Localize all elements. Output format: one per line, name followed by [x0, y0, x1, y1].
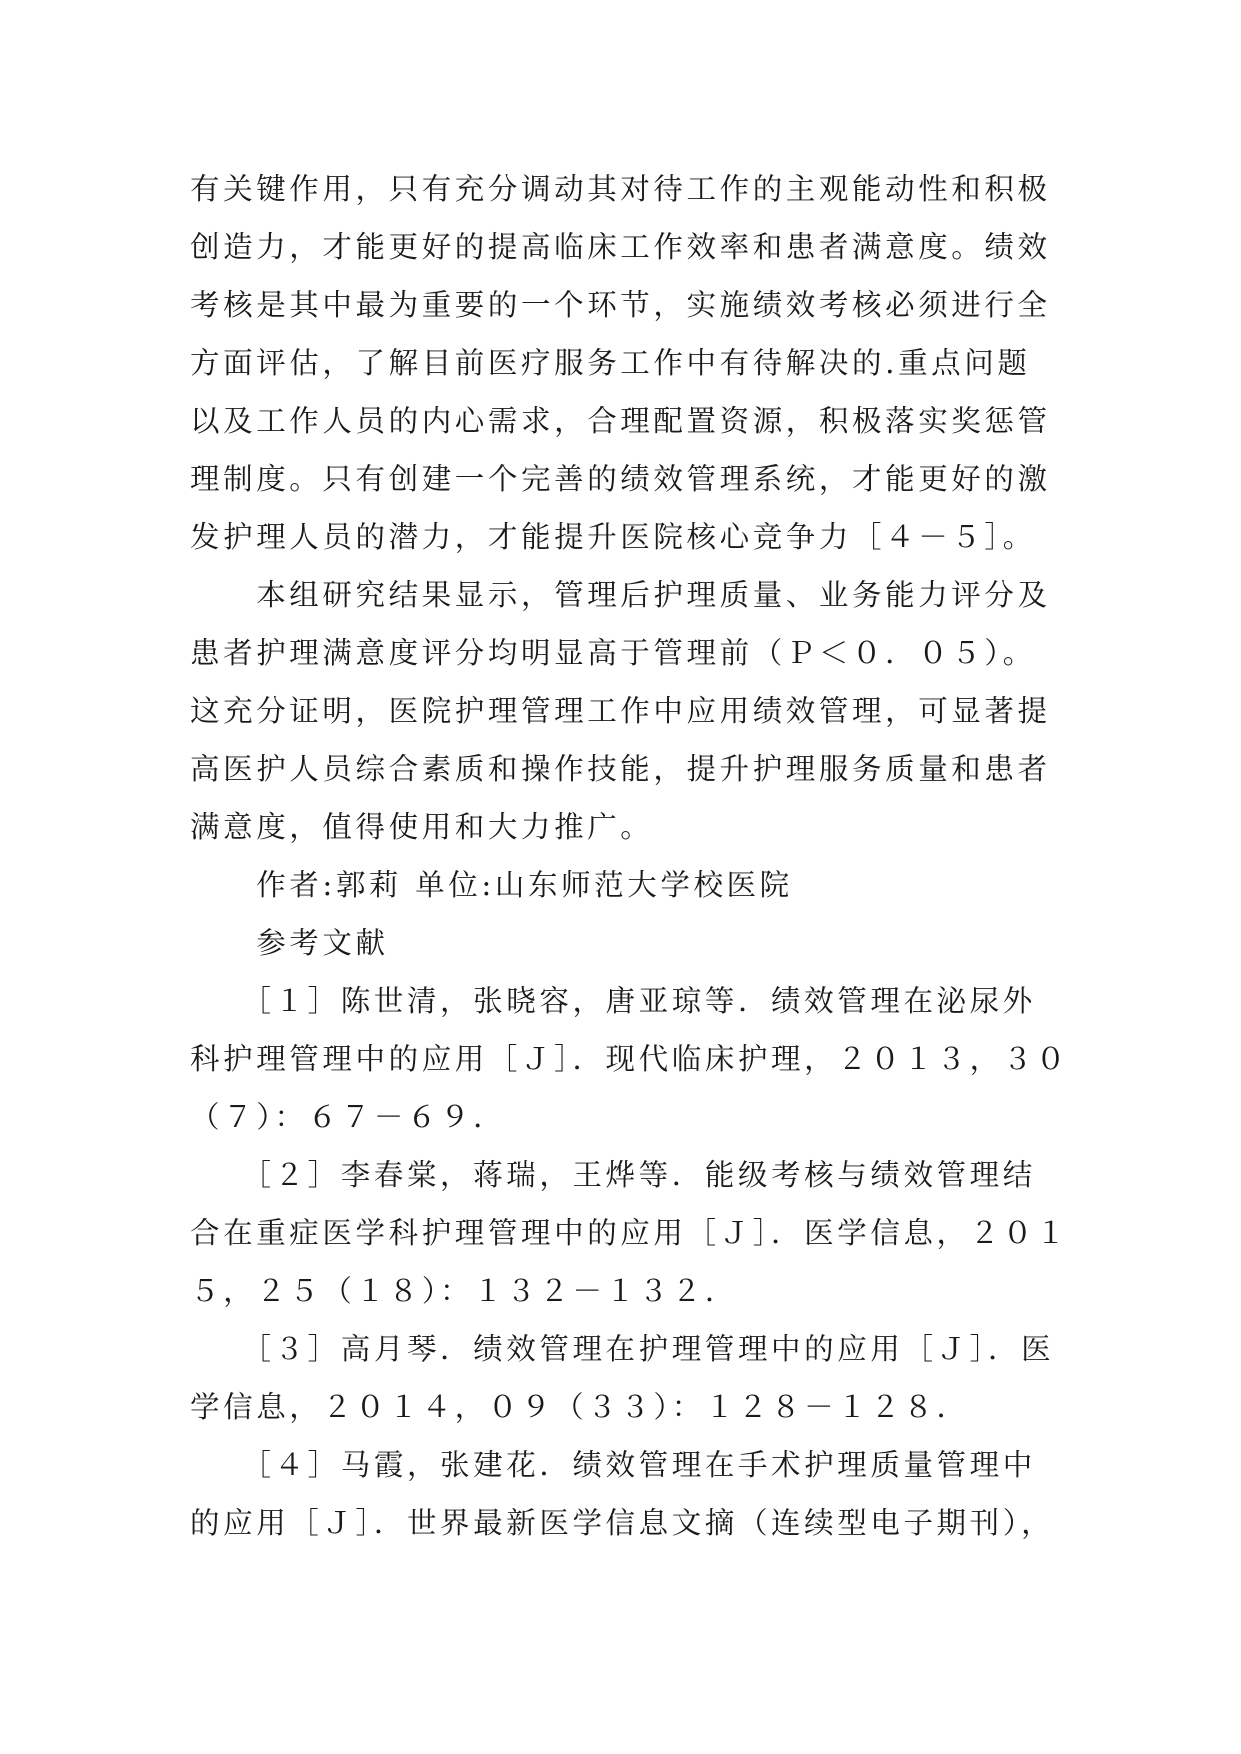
reference-list	[190, 972, 1070, 1552]
reference-line: （７）：６７－６９．	[190, 1100, 507, 1134]
reference-line: ［２］李春棠，蒋瑞，王烨等．能级考核与绩效管理结	[190, 1158, 1036, 1192]
text-line: 高医护人员综合素质和操作技能，提升护理服务质量和患者	[190, 752, 1051, 786]
text-line: 患者护理满意度评分均明显高于管理前（Ｐ＜０．０５）。	[190, 636, 1036, 670]
document-page	[190, 160, 1070, 1552]
author-line: 作者:郭莉 单位:山东师范大学校医院	[190, 868, 793, 902]
reference-line: ［１］陈世清，张晓容，唐亚琼等．绩效管理在泌尿外	[190, 984, 1036, 1018]
reference-item	[190, 1146, 1070, 1320]
reference-line: ５，２５（１８）：１３２－１３２．	[190, 1274, 738, 1308]
reference-line: ［４］马霞，张建花．绩效管理在手术护理质量管理中	[190, 1448, 1036, 1482]
text-line: 考核是其中最为重要的一个环节，实施绩效考核必须进行全	[190, 288, 1051, 322]
text-line: 有关键作用，只有充分调动其对待工作的主观能动性和积极	[190, 172, 1051, 206]
text-line: 理制度。只有创建一个完善的绩效管理系统，才能更好的激	[190, 462, 1051, 496]
text-line: 满意度，值得使用和大力推广。	[190, 810, 654, 844]
reference-line: 合在重症医学科护理管理中的应用［Ｊ］．医学信息，２０１	[190, 1216, 1069, 1250]
text-line: 本组研究结果显示，管理后护理质量、业务能力评分及	[190, 578, 1051, 612]
reference-line: 的应用［Ｊ］．世界最新医学信息文摘（连续型电子期刊），	[190, 1506, 1055, 1540]
reference-line: 学信息，２０１４，０９（３３）：１２８－１２８．	[190, 1390, 970, 1424]
reference-item	[190, 1320, 1070, 1436]
reference-item	[190, 972, 1070, 1146]
reference-item	[190, 1436, 1070, 1552]
text-line: 发护理人员的潜力，才能提升医院核心竞争力［４－５］。	[190, 520, 1036, 554]
body-paragraph-1	[190, 160, 1070, 566]
text-line: 以及工作人员的内心需求，合理配置资源，积极落实奖惩管	[190, 404, 1051, 438]
text-line: 创造力，才能更好的提高临床工作效率和患者满意度。绩效	[190, 230, 1051, 264]
reference-line: ［３］高月琴．绩效管理在护理管理中的应用［Ｊ］．医	[190, 1332, 1055, 1366]
reference-line: 科护理管理中的应用［Ｊ］．现代临床护理，２０１３，３０	[190, 1042, 1069, 1076]
text-line: 这充分证明，医院护理管理工作中应用绩效管理，可显著提	[190, 694, 1051, 728]
body-paragraph-2	[190, 566, 1070, 856]
text-line: 方面评估，了解目前医疗服务工作中有待解决的.重点问题	[190, 346, 1031, 380]
references-heading: 参考文献	[190, 926, 389, 960]
